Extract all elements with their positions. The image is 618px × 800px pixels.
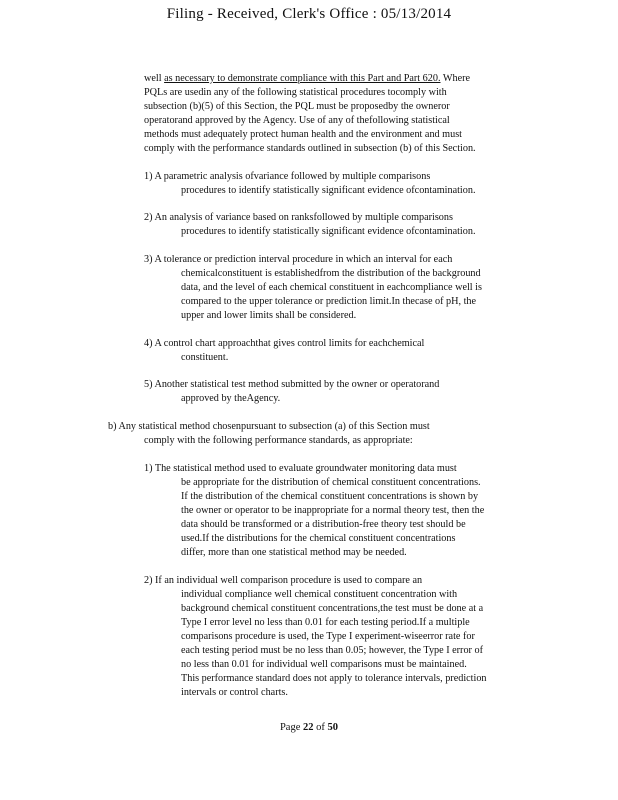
list-item-a2: 2) An analysis of variance based on ranksfollowed by multiple comparisons bbox=[144, 212, 453, 223]
intro-line: subsection (b)(5) of this Section, the PQL must be proposedby the owneror bbox=[144, 101, 450, 112]
list-item-b2-cont: background chemical constituent concentrations,the test must be done at a bbox=[181, 603, 484, 614]
list-item-a5: 5) Another statistical test method submitted by the owner or operatorand bbox=[144, 379, 440, 390]
list-item-b1: 1) The statistical method used to evaluate groundwater monitoring data must bbox=[144, 463, 457, 474]
page-footer bbox=[0, 722, 618, 733]
list-item-a1-cont: procedures to identify statistically significant evidence ofcontamination. bbox=[181, 185, 476, 196]
list-item-b1-cont: differ, more than one statistical method may be needed. bbox=[181, 547, 407, 558]
list-item-a3: 3) A tolerance or prediction interval procedure in which an interval for each bbox=[144, 254, 453, 265]
list-item-b2-cont: comparisons procedure is used, the Type I experiment-wiseerror rate for bbox=[181, 631, 475, 642]
list-item-b1-cont: be appropriate for the distribution of chemical constituent concentrations. bbox=[181, 477, 481, 488]
list-item-b1-cont: the owner or operator to be inappropriate for a normal theory test, then the bbox=[181, 505, 485, 516]
list-item-a3-cont: chemicalconstituent is establishedfrom the distribution of the background bbox=[181, 268, 481, 279]
intro-line: methods must adequately protect human health and the environment and must bbox=[144, 129, 462, 140]
list-item-b2-cont: no less than 0.01 for individual well comparisons must be maintained. bbox=[181, 659, 467, 670]
list-item-b2-cont: Type I error level no less than 0.01 for each testing period.If a multiple bbox=[181, 617, 470, 628]
of-label: of bbox=[316, 722, 325, 733]
list-item-a3-cont: compared to the upper tolerance or prediction limit.In thecase of pH, the bbox=[181, 296, 477, 307]
list-item-b2-cont: individual compliance well chemical constituent concentration with bbox=[181, 589, 458, 600]
intro-line: PQLs are usedin any of the following statistical procedures tocomply with bbox=[144, 87, 447, 98]
intro-line-1: well as necessary to demonstrate compliance with this Part and Part 620. Where bbox=[144, 73, 471, 84]
total-pages: 50 bbox=[327, 722, 339, 733]
list-item-b1-cont: used.If the distributions for the chemical constituent concentrations bbox=[181, 533, 456, 544]
section-b-cont: comply with the following performance standards, as appropriate: bbox=[144, 435, 413, 446]
list-item-b1-cont: data should be transformed or a distribution-free theory test should be bbox=[181, 519, 466, 530]
list-item-b2-cont: intervals or control charts. bbox=[181, 687, 288, 698]
intro-line: operatorand approved by the Agency. Use of any of thefollowing statistical bbox=[144, 115, 450, 126]
list-item-a3-cont: data, and the level of each chemical constituent in eachcompliance well is bbox=[181, 282, 482, 293]
list-item-a1: 1) A parametric analysis ofvariance followed by multiple comparisons bbox=[144, 171, 431, 182]
list-item-a3-cont: upper and lower limits shall be considered. bbox=[181, 310, 357, 321]
list-item-b2: 2) If an individual well comparison procedure is used to compare an bbox=[144, 575, 423, 586]
list-item-a2-cont: procedures to identify statistically significant evidence ofcontamination. bbox=[181, 226, 476, 237]
list-item-a4: 4) A control chart approachthat gives control limits for eachchemical bbox=[144, 338, 425, 349]
list-item-a5-cont: approved by theAgency. bbox=[181, 393, 281, 404]
list-item-b1-cont: If the distribution of the chemical constituent concentrations is shown by bbox=[181, 491, 479, 502]
list-item-b2-cont: This performance standard does not apply to tolerance intervals, prediction bbox=[181, 673, 487, 684]
page-label: Page bbox=[279, 722, 301, 733]
filing-header: Filing - Received, Clerk's Office : 05/13/2014 bbox=[166, 6, 452, 22]
list-item-a4-cont: constituent. bbox=[181, 352, 229, 363]
page-number: 22 bbox=[303, 722, 314, 733]
intro-line: comply with the performance standards outlined in subsection (b) of this Section. bbox=[144, 143, 476, 154]
list-item-b2-cont: each testing period must be no less than 0.05; however, the Type I error of bbox=[181, 645, 483, 656]
section-b: b) Any statistical method chosenpursuant to subsection (a) of this Section must bbox=[108, 421, 430, 432]
